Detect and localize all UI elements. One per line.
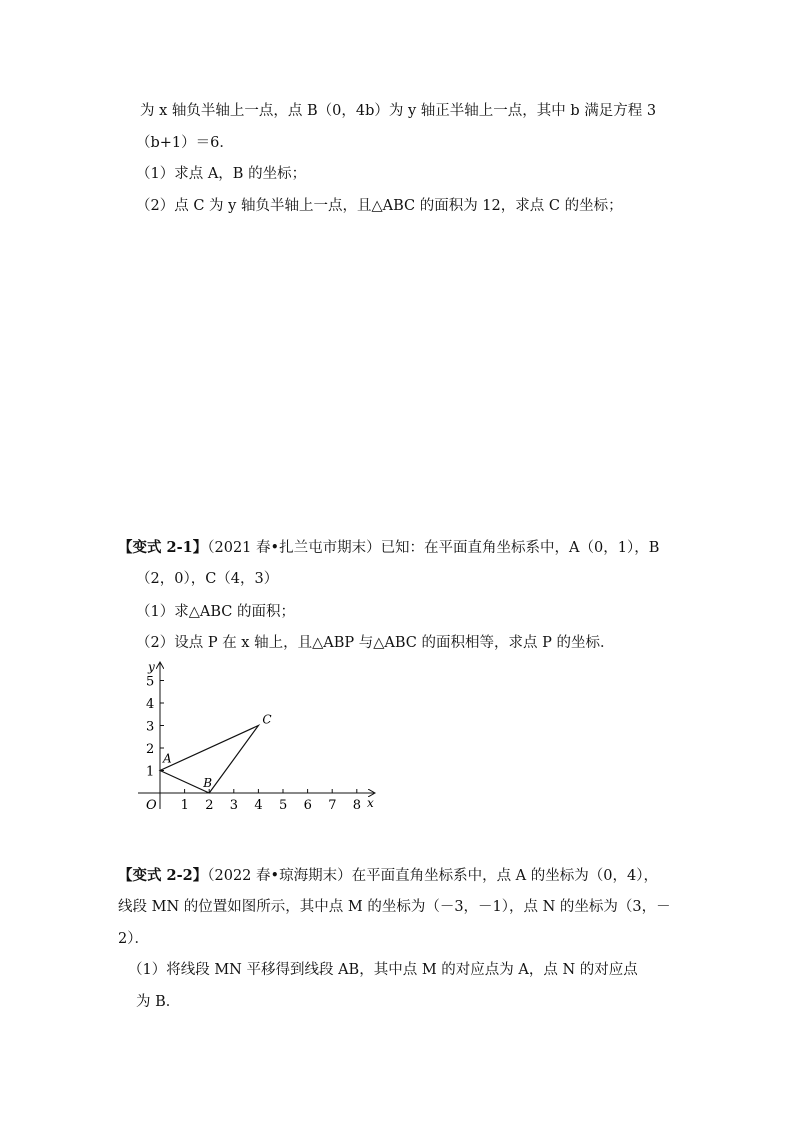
x-tick-label-1: 1 xyxy=(180,798,189,813)
variant-2-2-question-1-line-1: （1）将线段 MN 平移得到线段 AB，其中点 M 的对应点为 A，点 N 的对应点 xyxy=(128,962,638,978)
variant-2-1-question-1: （1）求△ABC 的面积； xyxy=(136,604,295,620)
coordinate-figure xyxy=(130,655,390,820)
y-axis-label: y xyxy=(148,660,155,674)
problem-top-question-2: （2）点 C 为 y 轴负半轴上一点，且△ABC 的面积为 12，求点 C 的坐标； xyxy=(136,198,623,214)
origin-label: O xyxy=(146,798,157,813)
x-tick-label-5: 5 xyxy=(279,798,288,813)
x-tick-label-2: 2 xyxy=(205,798,214,813)
x-axis-label: x xyxy=(367,796,374,810)
x-tick-label-6: 6 xyxy=(303,798,312,813)
variant-2-1-source: （2021 春•扎兰屯市期末） xyxy=(207,540,381,556)
point-label-c: C xyxy=(262,712,272,727)
x-tick-label-4: 4 xyxy=(254,798,263,813)
x-tick-label-8: 8 xyxy=(352,798,362,813)
problem-top-line-2: （b+1）＝6． xyxy=(136,135,234,151)
y-tick-label-4: 4 xyxy=(146,697,155,712)
problem-top-question-1: （1）求点 A，B 的坐标； xyxy=(136,166,307,182)
variant-2-2-text: 在平面直角坐标系中，点 A 的坐标为（0，4）， xyxy=(351,868,658,884)
y-tick-label-1: 1 xyxy=(146,764,155,780)
variant-2-1-line-1 xyxy=(118,538,659,558)
variant-2-2-line-1 xyxy=(118,866,658,886)
variant-2-2-line-3: 2）． xyxy=(118,931,149,947)
variant-2-1-text: 已知：在平面直角坐标系中，A（0，1），B xyxy=(380,540,660,556)
variant-2-2-question-1-line-2: 为 B． xyxy=(136,994,181,1010)
variant-2-1-question-2: （2）设点 P 在 x 轴上，且△ABP 与△ABC 的面积相等，求点 P 的坐标． xyxy=(136,635,615,651)
variant-2-2-tag: 【变式 2-2】 xyxy=(118,867,208,884)
variant-2-1-line-2: （2，0），C（4，3） xyxy=(136,571,279,587)
point-label-b: B xyxy=(203,776,213,790)
point-label-a: A xyxy=(163,751,172,766)
problem-top-line-1: 为 x 轴负半轴上一点，点 B（0，4b）为 y 轴正半轴上一点，其中 b 满足方程 3 xyxy=(140,103,657,119)
variant-2-2-line-2: 线段 MN 的位置如图所示，其中点 M 的坐标为（－3，－1），点 N 的坐标为（3，－ xyxy=(118,899,671,915)
y-tick-label-2: 2 xyxy=(146,742,155,757)
x-tick-label-3: 3 xyxy=(229,798,239,813)
y-tick-label-5: 5 xyxy=(146,674,155,690)
y-tick-label-3: 3 xyxy=(146,719,155,735)
variant-2-1-tag: 【变式 2-1】 xyxy=(118,539,208,556)
x-tick-label-7: 7 xyxy=(328,798,337,813)
variant-2-2-source: （2022 春•琼海期末） xyxy=(207,868,352,884)
